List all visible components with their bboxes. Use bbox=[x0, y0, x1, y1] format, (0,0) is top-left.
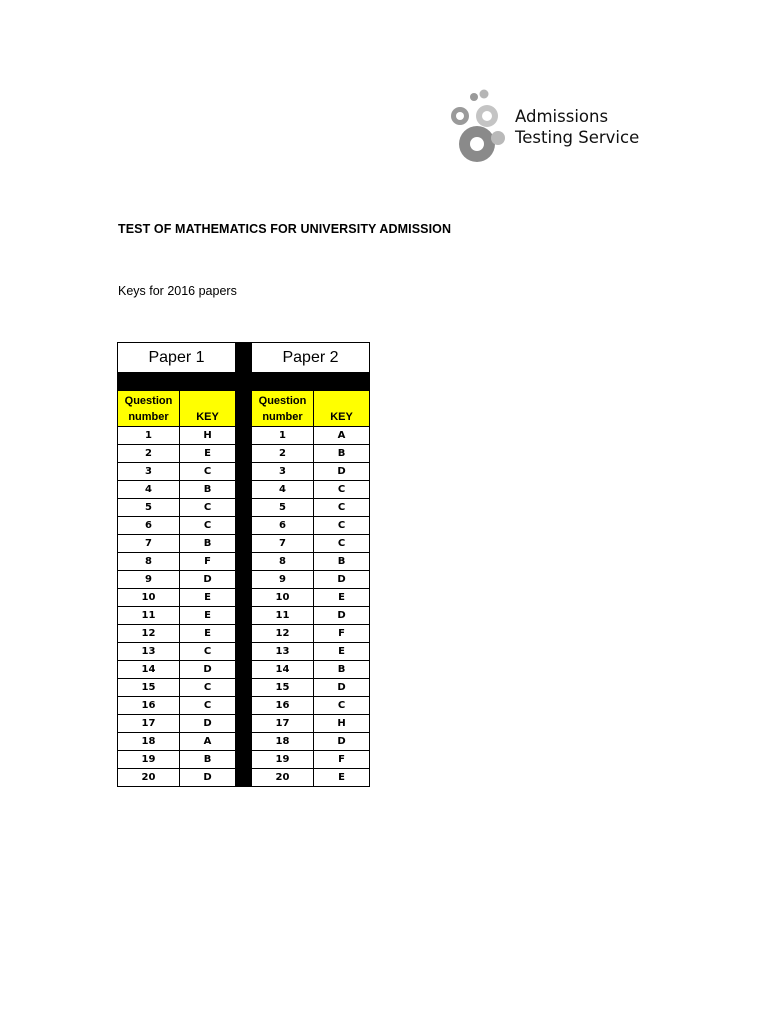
paper-1-question-number: 4 bbox=[118, 481, 180, 499]
paper-2-question-number: 2 bbox=[252, 445, 314, 463]
paper-1-key: C bbox=[180, 463, 236, 481]
logo-line-1: Admissions bbox=[515, 107, 609, 126]
paper-1-key: D bbox=[180, 715, 236, 733]
paper-1-key: E bbox=[180, 589, 236, 607]
paper-1-question-number: 8 bbox=[118, 553, 180, 571]
paper-1-key: C bbox=[180, 499, 236, 517]
paper-1-key: D bbox=[180, 571, 236, 589]
paper-2-question-number: 7 bbox=[252, 535, 314, 553]
paper-1-key: B bbox=[180, 751, 236, 769]
paper-2-question-number: 12 bbox=[252, 625, 314, 643]
paper-2-question-number: 11 bbox=[252, 607, 314, 625]
logo-line-2: Testing Service bbox=[515, 128, 640, 147]
paper-2-key: F bbox=[314, 625, 370, 643]
header-question-line-1: Question bbox=[258, 394, 307, 407]
paper-title-row bbox=[118, 343, 370, 373]
header-question-line-2: number bbox=[128, 410, 169, 423]
table-divider bbox=[236, 343, 252, 787]
paper-2-key: F bbox=[314, 751, 370, 769]
paper-2-key: B bbox=[314, 553, 370, 571]
paper-1-question-number: 18 bbox=[118, 733, 180, 751]
paper-1-question-number: 5 bbox=[118, 499, 180, 517]
paper-2-question-number: 5 bbox=[252, 499, 314, 517]
logo-circles-icon bbox=[448, 88, 512, 168]
paper-2-key: D bbox=[314, 571, 370, 589]
paper-1-question-number: 15 bbox=[118, 679, 180, 697]
paper-1-question-number: 7 bbox=[118, 535, 180, 553]
header-question-line-1: Question bbox=[124, 394, 173, 407]
paper-1-question-number: 11 bbox=[118, 607, 180, 625]
paper-2-title: Paper 2 bbox=[252, 343, 370, 373]
paper-1-key: C bbox=[180, 517, 236, 535]
paper-2-key: E bbox=[314, 643, 370, 661]
paper-2-question-number: 8 bbox=[252, 553, 314, 571]
paper-1-question-number: 20 bbox=[118, 769, 180, 787]
paper-2-question-number: 17 bbox=[252, 715, 314, 733]
paper-2-question-number: 4 bbox=[252, 481, 314, 499]
paper-1-key: B bbox=[180, 481, 236, 499]
paper-2-question-number: 1 bbox=[252, 427, 314, 445]
black-band-right bbox=[252, 373, 370, 391]
paper-2-key: D bbox=[314, 463, 370, 481]
paper-2-key: C bbox=[314, 499, 370, 517]
paper-1-key: E bbox=[180, 625, 236, 643]
paper-1-question-number: 3 bbox=[118, 463, 180, 481]
paper-1-question-number: 14 bbox=[118, 661, 180, 679]
paper-1-key: C bbox=[180, 679, 236, 697]
paper-1-key: C bbox=[180, 643, 236, 661]
paper-1-question-number: 10 bbox=[118, 589, 180, 607]
paper-2-key: C bbox=[314, 697, 370, 715]
logo-wordmark bbox=[515, 106, 639, 148]
paper-1-key: H bbox=[180, 427, 236, 445]
admissions-testing-service-logo bbox=[448, 88, 648, 168]
paper-1-key-header: KEY bbox=[180, 391, 236, 427]
paper-2-question-number: 10 bbox=[252, 589, 314, 607]
paper-1-key: C bbox=[180, 697, 236, 715]
paper-1-key: F bbox=[180, 553, 236, 571]
paper-1-question-number: 16 bbox=[118, 697, 180, 715]
paper-2-question-number: 13 bbox=[252, 643, 314, 661]
paper-1-key: D bbox=[180, 661, 236, 679]
paper-2-question-number: 18 bbox=[252, 733, 314, 751]
paper-2-key: D bbox=[314, 607, 370, 625]
paper-2-key: C bbox=[314, 481, 370, 499]
header-question-line-2: number bbox=[262, 410, 303, 423]
paper-2-key: C bbox=[314, 517, 370, 535]
paper-2-question-number: 19 bbox=[252, 751, 314, 769]
paper-1-key: A bbox=[180, 733, 236, 751]
paper-2-key: E bbox=[314, 769, 370, 787]
paper-1-key: B bbox=[180, 535, 236, 553]
paper-2-question-header bbox=[252, 391, 314, 427]
paper-1-question-number: 6 bbox=[118, 517, 180, 535]
paper-1-question-number: 12 bbox=[118, 625, 180, 643]
paper-2-question-number: 15 bbox=[252, 679, 314, 697]
document-title: TEST OF MATHEMATICS FOR UNIVERSITY ADMISSION bbox=[118, 222, 452, 236]
paper-2-key: D bbox=[314, 733, 370, 751]
paper-1-question-number: 13 bbox=[118, 643, 180, 661]
paper-2-key-header: KEY bbox=[314, 391, 370, 427]
paper-2-key: B bbox=[314, 445, 370, 463]
paper-1-question-number: 17 bbox=[118, 715, 180, 733]
paper-2-question-number: 9 bbox=[252, 571, 314, 589]
paper-2-key: A bbox=[314, 427, 370, 445]
paper-1-question-number: 1 bbox=[118, 427, 180, 445]
paper-2-key: D bbox=[314, 679, 370, 697]
document-subtitle: Keys for 2016 papers bbox=[118, 284, 237, 298]
paper-2-key: B bbox=[314, 661, 370, 679]
black-band-left bbox=[118, 373, 236, 391]
paper-1-question-number: 2 bbox=[118, 445, 180, 463]
paper-1-question-header bbox=[118, 391, 180, 427]
paper-2-question-number: 20 bbox=[252, 769, 314, 787]
paper-2-key: E bbox=[314, 589, 370, 607]
paper-2-key: C bbox=[314, 535, 370, 553]
paper-1-key: E bbox=[180, 445, 236, 463]
answer-key-table bbox=[117, 342, 370, 787]
paper-1-question-number: 9 bbox=[118, 571, 180, 589]
paper-1-key: E bbox=[180, 607, 236, 625]
paper-2-question-number: 6 bbox=[252, 517, 314, 535]
paper-2-question-number: 3 bbox=[252, 463, 314, 481]
paper-2-question-number: 16 bbox=[252, 697, 314, 715]
paper-2-question-number: 14 bbox=[252, 661, 314, 679]
paper-2-key: H bbox=[314, 715, 370, 733]
paper-1-title: Paper 1 bbox=[118, 343, 236, 373]
paper-1-question-number: 19 bbox=[118, 751, 180, 769]
paper-1-key: D bbox=[180, 769, 236, 787]
